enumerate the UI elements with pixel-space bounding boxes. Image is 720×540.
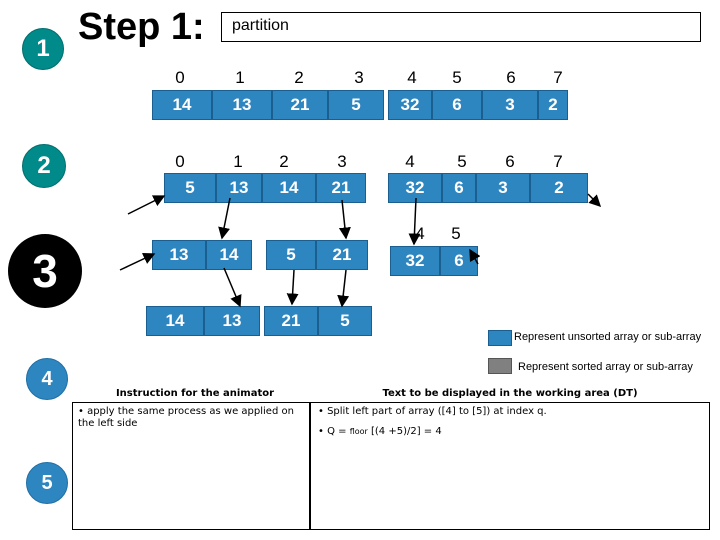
step-5-number: 5 [41, 471, 53, 494]
row2-cell: 3 [476, 173, 530, 203]
row1-index: 3 [354, 68, 364, 87]
row2-index: 4 [405, 152, 415, 171]
row2-index: 5 [457, 152, 467, 171]
text-bullet-2 [318, 426, 703, 438]
row1-index: 2 [294, 68, 304, 87]
arrow [588, 194, 600, 206]
row2-index: 7 [553, 152, 563, 171]
row2-cell: 2 [530, 173, 588, 203]
row2-cell: 6 [442, 173, 476, 203]
row3-left-cell: 5 [266, 240, 316, 270]
text-panel [310, 402, 710, 530]
text-panel-header: Text to be displayed in the working area (DT) [382, 388, 638, 399]
step-1-number: 1 [36, 35, 50, 62]
row3-left-cell: 13 [152, 240, 206, 270]
row2-index: 1 [233, 152, 243, 171]
text-bullet-2-expr: [(4 +5)/2] = 4 [371, 426, 442, 437]
row1-cell: 5 [328, 90, 384, 120]
arrow [292, 270, 294, 304]
row1-cell: 6 [432, 90, 482, 120]
bullet-icon: • [78, 406, 88, 417]
step-2-number: 2 [37, 152, 51, 179]
row1-cell: 2 [538, 90, 568, 120]
row3-right-index: 5 [451, 224, 461, 243]
row1-cell: 13 [212, 90, 272, 120]
row2-cell: 32 [388, 173, 442, 203]
row2-cell: 21 [316, 173, 366, 203]
row1-cell: 3 [482, 90, 538, 120]
row2-cell: 14 [262, 173, 316, 203]
row3-right-index: 4 [415, 224, 425, 243]
step-3-number: 3 [32, 245, 58, 297]
row3-right-cell: 6 [440, 246, 478, 276]
arrow [224, 268, 240, 306]
row1-index: 5 [452, 68, 462, 87]
legend-sorted-text: Represent sorted array or sub-array [518, 361, 693, 373]
instruction-panel-header: Instruction for the animator [115, 388, 275, 399]
row2-index: 3 [337, 152, 347, 171]
row3-right-cell: 32 [390, 246, 440, 276]
instruction-bullet-text: apply the same process as we applied on the left side [78, 406, 294, 429]
arrow [120, 254, 154, 270]
partition-label: partition [232, 17, 289, 34]
row1-index: 7 [553, 68, 563, 87]
step-title: Step 1: [78, 6, 205, 48]
row1-index: 4 [407, 68, 417, 87]
bullet-icon: • [318, 406, 328, 417]
row1-cell: 14 [152, 90, 212, 120]
text-bullet-1-text: Split left part of array ([4] to [5]) at index q. [327, 406, 547, 417]
row4-left-cell: 13 [204, 306, 260, 336]
row1-cell: 32 [388, 90, 432, 120]
arrow [128, 196, 164, 214]
row1-cell: 21 [272, 90, 328, 120]
text-bullet-2-floor: floor [349, 427, 368, 436]
step-4-number: 4 [41, 367, 53, 390]
row4-left-cell: 14 [146, 306, 204, 336]
legend-sorted-swatch [488, 358, 512, 374]
text-bullet-1 [318, 406, 703, 418]
arrow [342, 270, 346, 306]
row4-left-cell: 21 [264, 306, 318, 336]
row1-index: 6 [506, 68, 516, 87]
row4-left-cell: 5 [318, 306, 372, 336]
arrow [222, 198, 230, 238]
row3-left-cell: 14 [206, 240, 252, 270]
legend-unsorted-swatch [488, 330, 512, 346]
text-bullet-2-prefix: Q = [327, 426, 350, 437]
row3-left-cell: 21 [316, 240, 368, 270]
row2-index: 6 [505, 152, 515, 171]
row2-index: 0 [175, 152, 185, 171]
arrow [342, 200, 346, 238]
instruction-bullet [78, 406, 304, 430]
row2-cell: 13 [216, 173, 262, 203]
arrow [470, 250, 478, 264]
legend-unsorted-text: Represent unsorted array or sub-array [514, 331, 702, 343]
row2-index: 2 [279, 152, 289, 171]
bullet-icon: • [318, 426, 328, 437]
row2-cell: 5 [164, 173, 216, 203]
arrow [414, 198, 416, 244]
row1-index: 0 [175, 68, 185, 87]
row1-index: 1 [235, 68, 245, 87]
